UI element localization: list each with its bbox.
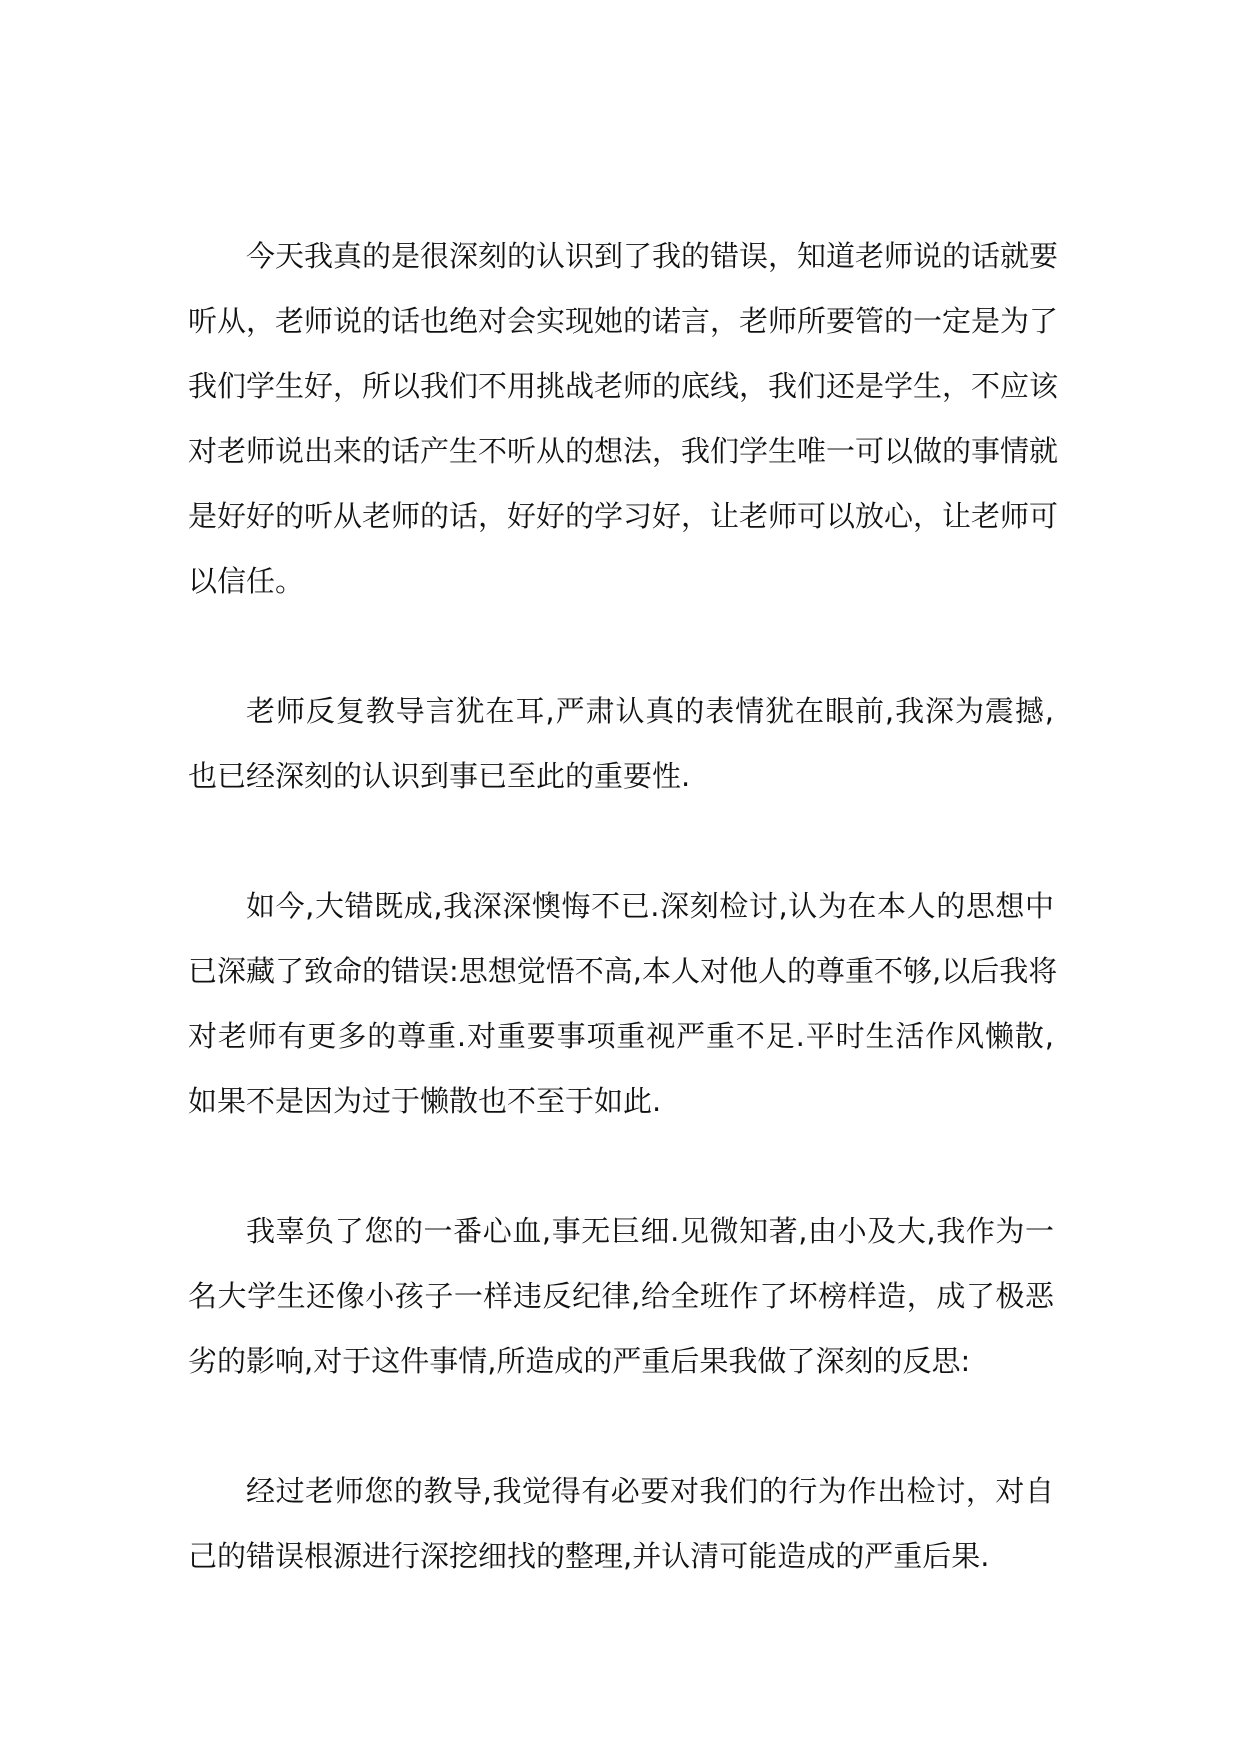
paragraph-1 <box>188 224 1059 614</box>
document-body <box>188 224 1059 1654</box>
text-line: 已深藏了致命的错误:思想觉悟不高,本人对他人的尊重不够,以后我将 <box>188 954 1058 988</box>
text-line: 如今,大错既成,我深深懊悔不已.深刻检讨,认为在本人的思想中 <box>246 889 1054 923</box>
text-line: 我们学生好，所以我们不用挑战老师的底线，我们还是学生，不应该 <box>188 369 1059 403</box>
paragraph-3 <box>188 874 1058 1134</box>
text-line: 经过老师您的教导,我觉得有必要对我们的行为作出检讨，对自 <box>246 1474 1054 1508</box>
text-line: 老师反复教导言犹在耳,严肃认真的表情犹在眼前,我深为震撼, <box>246 694 1054 728</box>
text-line: 以信任。 <box>188 564 305 598</box>
text-line: 如果不是因为过于懒散也不至于如此. <box>188 1084 662 1118</box>
text-line: 劣的影响,对于这件事情,所造成的严重后果我做了深刻的反思: <box>188 1344 971 1378</box>
text-line: 对老师有更多的尊重.对重要事项重视严重不足.平时生活作风懒散, <box>188 1019 1054 1053</box>
text-line: 听从，老师说的话也绝对会实现她的诺言，老师所要管的一定是为了 <box>188 304 1059 338</box>
text-line: 名大学生还像小孩子一样违反纪律,给全班作了坏榜样造，成了极恶 <box>188 1279 1054 1313</box>
paragraph-5 <box>188 1459 1054 1589</box>
text-line: 对老师说出来的话产生不听从的想法，我们学生唯一可以做的事情就 <box>188 434 1059 468</box>
text-line: 也已经深刻的认识到事已至此的重要性. <box>188 759 691 793</box>
text-line: 是好好的听从老师的话，好好的学习好，让老师可以放心，让老师可 <box>188 499 1059 533</box>
text-line: 今天我真的是很深刻的认识到了我的错误，知道老师说的话就要 <box>246 239 1059 273</box>
paragraph-4 <box>188 1199 1054 1394</box>
text-line: 我辜负了您的一番心血,事无巨细.见微知著,由小及大,我作为一 <box>246 1214 1054 1248</box>
paragraph-2 <box>188 679 1054 809</box>
text-line: 己的错误根源进行深挖细找的整理,并认清可能造成的严重后果. <box>188 1539 990 1573</box>
